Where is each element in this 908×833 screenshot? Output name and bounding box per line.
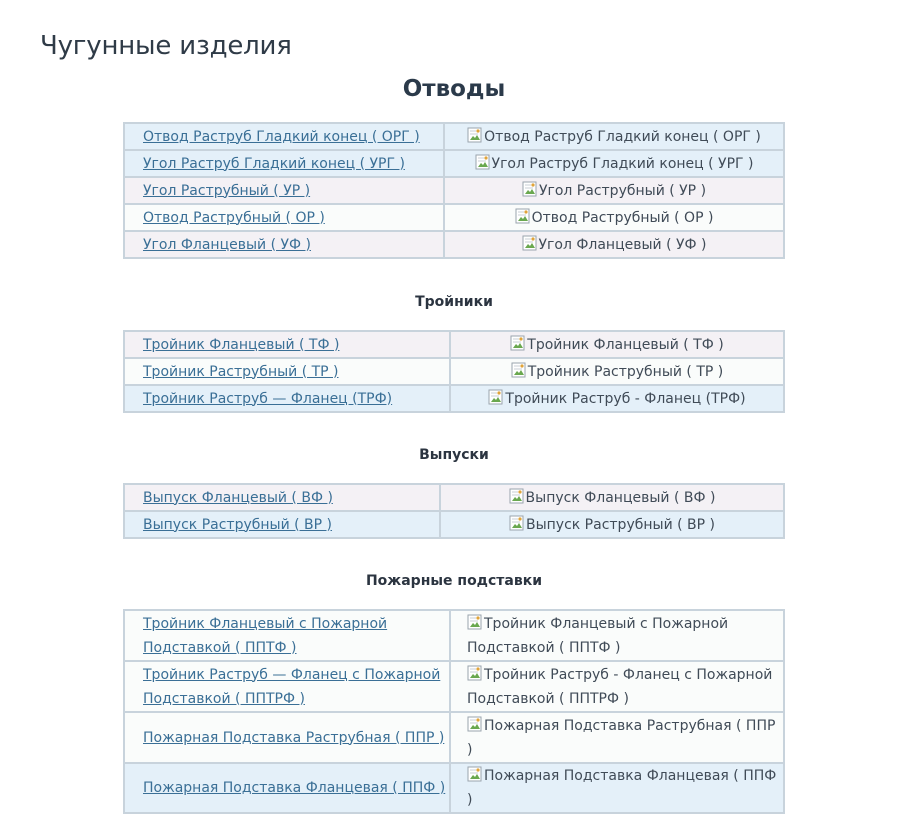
table-row [124, 177, 784, 204]
broken-image-icon [510, 335, 526, 351]
product-cell [124, 712, 450, 763]
broken-image-icon [467, 127, 483, 143]
image-alt-text: Отвод Раструбный ( ОР ) [531, 209, 714, 226]
product-cell [124, 511, 440, 538]
product-link[interactable] [143, 616, 387, 656]
image-alt-text: Пожарная Подставка Раструбная ( ППР [484, 717, 776, 734]
product-image[interactable] [444, 123, 784, 150]
image-alt-text: Тройник Фланцевый ( ТФ ) [527, 336, 724, 353]
broken-image-icon [522, 235, 538, 251]
product-link[interactable]: Пожарная Подставка Раструбная ( ППР ) [143, 729, 445, 746]
table-row [124, 484, 784, 511]
pozharnye-table [123, 609, 785, 814]
table-row [124, 385, 784, 412]
product-cell [124, 231, 444, 258]
broken-image-icon [475, 154, 491, 170]
product-link[interactable]: Тройник Фланцевый ( ТФ ) [143, 336, 340, 353]
product-image[interactable] [450, 763, 784, 813]
image-alt-text: Угол Раструб Гладкий конец ( УРГ ) [491, 155, 754, 172]
image-alt-text: Подставкой ( ППТФ ) [467, 639, 621, 656]
table-row [124, 661, 784, 712]
product-image[interactable] [444, 231, 784, 258]
troiniki-table [123, 330, 785, 413]
product-cell [124, 331, 450, 358]
image-alt-text: Тройник Раструб - Фланец с Пожарной [484, 666, 773, 683]
broken-image-icon [522, 181, 538, 197]
broken-image-icon [511, 362, 527, 378]
section-heading-otvody: Отводы [402, 76, 506, 102]
product-link[interactable]: Угол Раструбный ( УР ) [143, 182, 311, 199]
product-link[interactable]: Отвод Раструб Гладкий конец ( ОРГ ) [143, 128, 420, 145]
product-link[interactable]: Отвод Раструбный ( ОР ) [143, 209, 325, 226]
link-line: Подставкой ( ППТФ ) [143, 639, 297, 656]
table-row [124, 231, 784, 258]
image-alt-text: Тройник Раструб - Фланец (ТРФ) [505, 390, 746, 407]
product-image[interactable] [450, 712, 784, 763]
table-row [124, 123, 784, 150]
broken-image-icon [509, 488, 525, 504]
product-link[interactable]: Тройник Раструб — Фланец (ТРФ) [143, 390, 393, 407]
product-image[interactable] [444, 204, 784, 231]
image-alt-text: Пожарная Подставка Фланцевая ( ППФ ) [467, 768, 777, 808]
broken-image-icon [467, 766, 483, 782]
product-cell [124, 177, 444, 204]
product-link[interactable]: Угол Раструб Гладкий конец ( УРГ ) [143, 155, 405, 172]
image-alt-text: Тройник Раструбный ( ТР ) [527, 363, 724, 380]
table-row [124, 511, 784, 538]
product-cell [124, 484, 440, 511]
page-title: Чугунные изделия [40, 31, 292, 61]
broken-image-icon [467, 665, 483, 681]
product-link[interactable]: Выпуск Фланцевый ( ВФ ) [143, 489, 333, 506]
broken-image-icon [488, 389, 504, 405]
link-line: Тройник Раструб — Фланец с Пожарной [143, 666, 441, 683]
product-image[interactable] [450, 661, 784, 712]
broken-image-icon [515, 208, 531, 224]
product-cell [124, 610, 450, 661]
image-alt-text: ) [467, 741, 473, 758]
otvody-table [123, 122, 785, 259]
product-image[interactable] [450, 358, 784, 385]
table-row [124, 763, 784, 813]
section-heading-pozharnye: Пожарные подставки [365, 573, 543, 589]
section-heading-troiniki: Тройники [415, 294, 493, 310]
product-link[interactable]: Угол Фланцевый ( УФ ) [143, 236, 311, 253]
section-heading-vypuski: Выпуски [419, 447, 489, 463]
table-row [124, 610, 784, 661]
table-row [124, 204, 784, 231]
image-alt-text: Тройник Фланцевый с Пожарной [484, 615, 729, 632]
broken-image-icon [509, 515, 525, 531]
product-image[interactable] [450, 385, 784, 412]
table-row [124, 150, 784, 177]
product-cell [124, 763, 450, 813]
vypuski-table [123, 483, 785, 539]
product-link[interactable]: Выпуск Раструбный ( ВР ) [143, 516, 333, 533]
product-cell [124, 123, 444, 150]
table-row [124, 331, 784, 358]
image-alt-text: Угол Фланцевый ( УФ ) [538, 236, 707, 253]
product-cell [124, 358, 450, 385]
product-image[interactable] [440, 484, 784, 511]
product-image[interactable] [440, 511, 784, 538]
product-link[interactable] [143, 667, 440, 707]
table-row [124, 358, 784, 385]
product-cell [124, 150, 444, 177]
product-cell [124, 385, 450, 412]
product-image[interactable] [444, 150, 784, 177]
product-link[interactable]: Тройник Раструбный ( ТР ) [143, 363, 339, 380]
image-alt-text: Выпуск Фланцевый ( ВФ ) [525, 489, 716, 506]
table-row [124, 712, 784, 763]
product-image[interactable] [450, 331, 784, 358]
product-link[interactable]: Пожарная Подставка Фланцевая ( ППФ ) [143, 780, 446, 796]
broken-image-icon [467, 614, 483, 630]
image-alt-text: Отвод Раструб Гладкий конец ( ОРГ ) [484, 128, 761, 145]
product-image[interactable] [450, 610, 784, 661]
product-image[interactable] [444, 177, 784, 204]
image-alt-text: Угол Раструбный ( УР ) [538, 182, 707, 199]
broken-image-icon [467, 716, 483, 732]
link-line: Подставкой ( ППТРФ ) [143, 690, 305, 707]
image-alt-text: Выпуск Раструбный ( ВР ) [525, 516, 715, 533]
product-cell [124, 204, 444, 231]
link-line: Тройник Фланцевый с Пожарной [143, 615, 388, 632]
product-cell [124, 661, 450, 712]
image-alt-text: Подставкой ( ППТРФ ) [467, 690, 629, 707]
